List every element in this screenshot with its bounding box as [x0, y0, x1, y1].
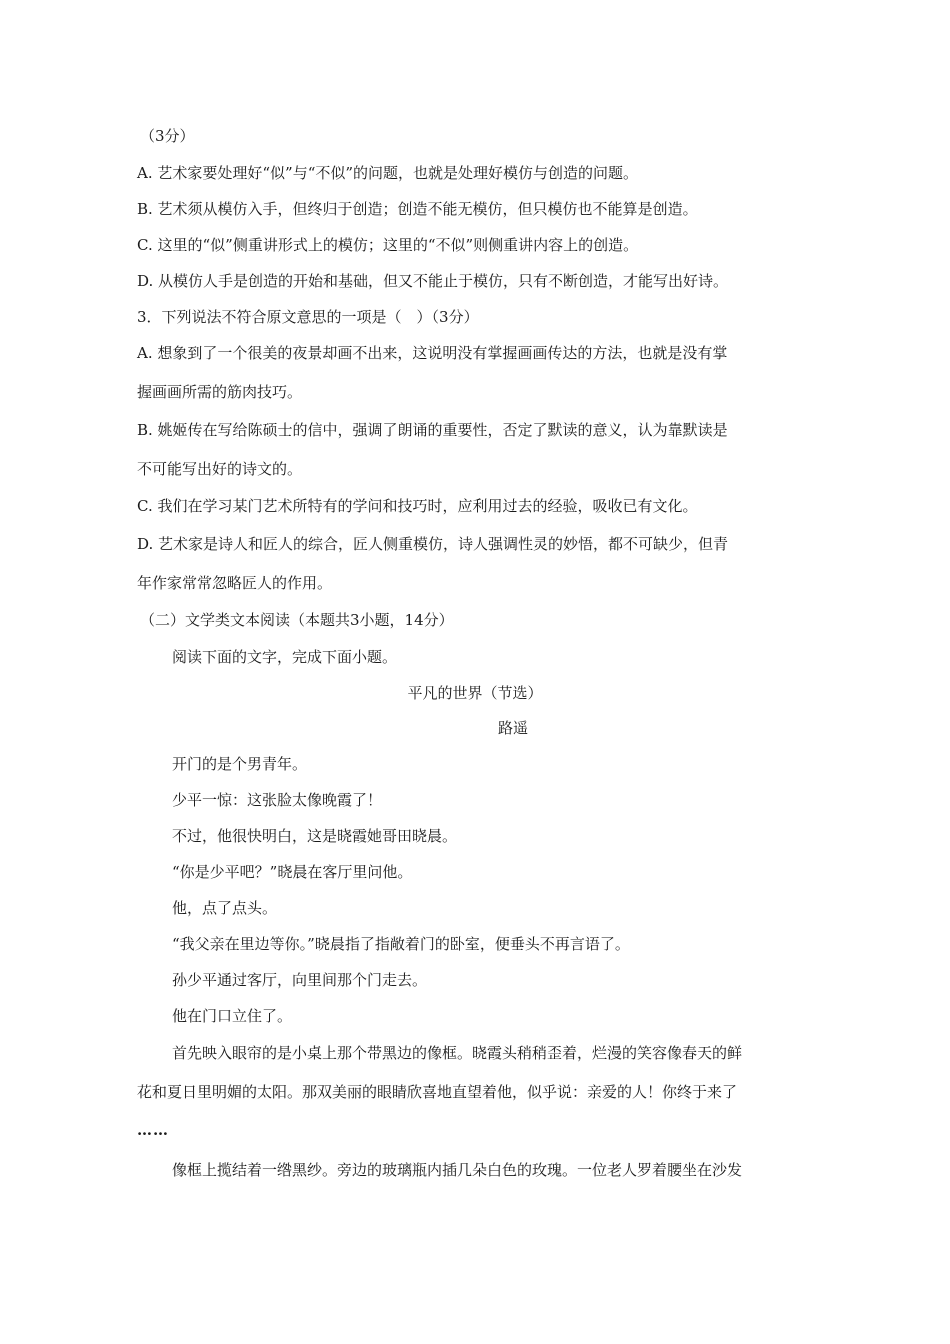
paragraph-long1-line2: 花和夏日里明媚的太阳。那双美丽的眼睛欣喜地直望着他，似乎说：亲爱的人！你终于来了 — [137, 1083, 738, 1101]
passage-author: 路遥 — [497, 719, 528, 737]
q3-option-b-line1: B. 姚姬传在写给陈硕士的信中，强调了朗诵的重要性，否定了默读的意义，认为靠默读是 — [137, 421, 728, 439]
section2-heading: （二）文学类文本阅读（本题共3小题，14分） — [140, 611, 454, 629]
q3-option-a-line2: 握画画所需的筋肉技巧。 — [137, 383, 303, 401]
q3-option-c: C. 我们在学习某门艺术所特有的学问和技巧时，应利用过去的经验，吸收已有文化。 — [137, 497, 698, 515]
q2-option-a: A. 艺术家要处理好“似”与“不似”的问题，也就是处理好模仿与创造的问题。 — [137, 164, 639, 182]
paragraph: 孙少平通过客厅，向里间那个门走去。 — [172, 971, 428, 989]
q2-score: （3分） — [140, 127, 195, 145]
q3-option-a-line1: A. 想象到了一个很美的夜景却画不出来，这说明没有掌握画画传达的方法，也就是没有掌 — [137, 344, 728, 362]
q2-option-d: D. 从模仿人手是创造的开始和基础，但又不能止于模仿，只有不断创造，才能写出好诗。 — [137, 272, 729, 290]
paragraph-long2-line1: 像框上揽结着一绺黑纱。旁边的玻璃瓶内插几朵白色的玫瑰。一位老人罗着腰坐在沙发 — [172, 1161, 743, 1179]
q3-option-d-line2: 年作家常常忽略匠人的作用。 — [137, 574, 333, 592]
q3-stem: 3．下列说法不符合原文意思的一项是（ ）（3分） — [137, 308, 479, 326]
q3-option-b-line2: 不可能写出好的诗文的。 — [137, 460, 303, 478]
paragraph: “我父亲在里边等你。”晓晨指了指敞着门的卧室，便垂头不再言语了。 — [172, 935, 630, 953]
passage-title: 平凡的世界（节选） — [407, 684, 543, 702]
paragraph: 他在门口立住了。 — [172, 1007, 293, 1025]
paragraph-long1-line3: …… — [137, 1121, 169, 1139]
q2-option-b: B. 艺术须从模仿入手，但终归于创造；创造不能无模仿，但只模仿也不能算是创造。 — [137, 200, 698, 218]
paragraph: 他，点了点头。 — [172, 899, 278, 917]
paragraph: “你是少平吧？”晓晨在客厅里问他。 — [172, 863, 413, 881]
q2-option-c: C. 这里的“似”侧重讲形式上的模仿；这里的“不似”则侧重讲内容上的创造。 — [137, 236, 639, 254]
paragraph: 不过，他很快明白，这是晓霞她哥田晓晨。 — [172, 827, 458, 845]
paragraph: 开门的是个男青年。 — [172, 755, 308, 773]
section2-instruction: 阅读下面的文字，完成下面小题。 — [172, 648, 398, 666]
paragraph-long1-line1: 首先映入眼帘的是小桌上那个带黑边的像框。晓霞头稍稍歪着，烂漫的笑容像春天的鲜 — [172, 1044, 743, 1062]
q3-option-d-line1: D. 艺术家是诗人和匠人的综合，匠人侧重模仿，诗人强调性灵的妙悟，都不可缺少，但青 — [137, 535, 729, 553]
paragraph: 少平一惊：这张脸太像晚霞了！ — [172, 791, 383, 809]
